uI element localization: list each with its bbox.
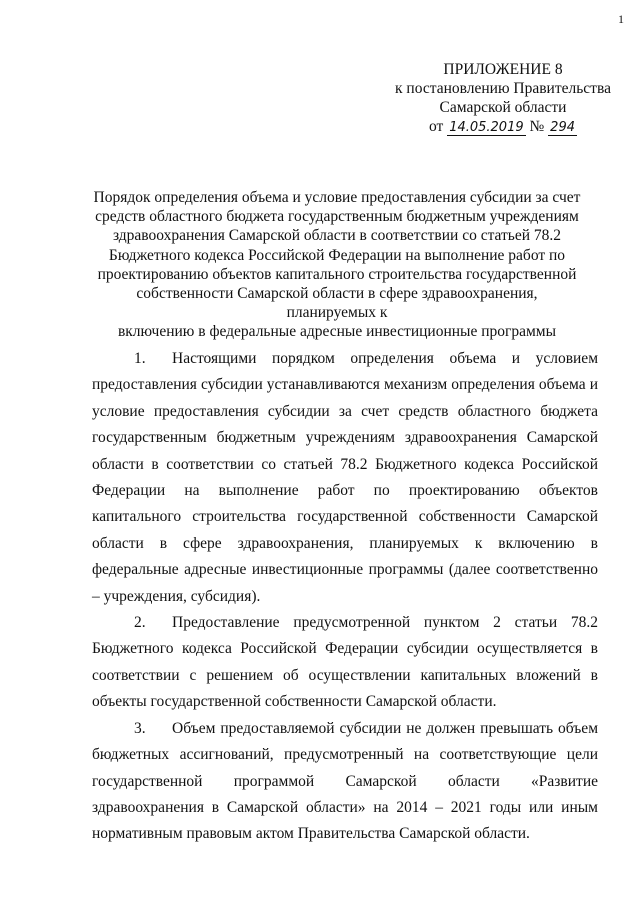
number-label: № (529, 118, 545, 135)
corner-mark: 1 (618, 12, 624, 26)
document-body (92, 346, 598, 848)
appendix-date-line (383, 117, 623, 136)
title-line: средств областного бюджета государственным бюджетным учреждениям (95, 208, 579, 226)
title-line: включению в федеральные адресные инвестиционные программы (117, 323, 557, 341)
title-line: Бюджетного кодекса Российской Федерации на выполнение работ по (108, 246, 566, 264)
appendix-title: ПРИЛОЖЕНИЕ 8 (443, 61, 563, 78)
paragraph-text: Предоставление предусмотренной пунктом 2 статьи 78.2 Бюджетного кодекса Российской Федерации субсидии осуществляется в соответствии с решением об осуществлении капитальных вложений в объекты государственной собственности Самарской области. (92, 614, 598, 711)
paragraph-number: 2. (134, 614, 146, 632)
paragraph-1 (92, 346, 598, 610)
paragraph-text: Объем предоставляемой субсидии не должен превышать объем бюджетных ассигнований, предусмотренный на соответствующие цели государственной программой Самарской области «Развитие здравоохранения в Самарской области» на 2014 – 2021 годы или иным нормативным правовым актом Правительства Самарской области. (92, 719, 598, 843)
document-title (92, 188, 582, 342)
title-line: здравоохранения Самарской области в соответствии со статьей 78.2 (112, 227, 562, 245)
appendix-region-line: Самарской области (439, 99, 567, 116)
title-line: собственности Самарской области в сфере здравоохранения, планируемых к (136, 285, 538, 322)
title-line: проектированию объектов капитального строительства государственной (97, 265, 577, 283)
appendix-resolution-line: к постановлению Правительства (395, 80, 611, 97)
date-prefix: от (428, 118, 444, 135)
handwritten-date: 14.05.2019 (449, 120, 524, 135)
paragraph-2 (92, 610, 598, 716)
handwritten-number: 294 (550, 120, 575, 135)
paragraph-text: Настоящими порядком определения объема и условием предоставления субсидии устанавливаются механизм определения объема и условие предоставления субсидии за счет средств областного бюджета государственным бюджетным учреждениям здравоохранения Самарской области в соответствии со статьей 78.2 Бюджетного кодекса Российской Федерации на выполнение работ по проектированию объектов капитального строительства государственной собственности Самарской области в сфере здравоохранения, планируемых к включению в федеральные адресные инвестиционные программы (далее соответственно – учреждения, субсидия). (92, 350, 598, 605)
appendix-header (383, 60, 623, 136)
paragraph-number: 3. (134, 719, 146, 737)
paragraph-number: 1. (134, 350, 146, 367)
title-line: Порядок определения объема и условие предоставления субсидии за счет (93, 189, 581, 206)
paragraph-3 (92, 716, 598, 848)
